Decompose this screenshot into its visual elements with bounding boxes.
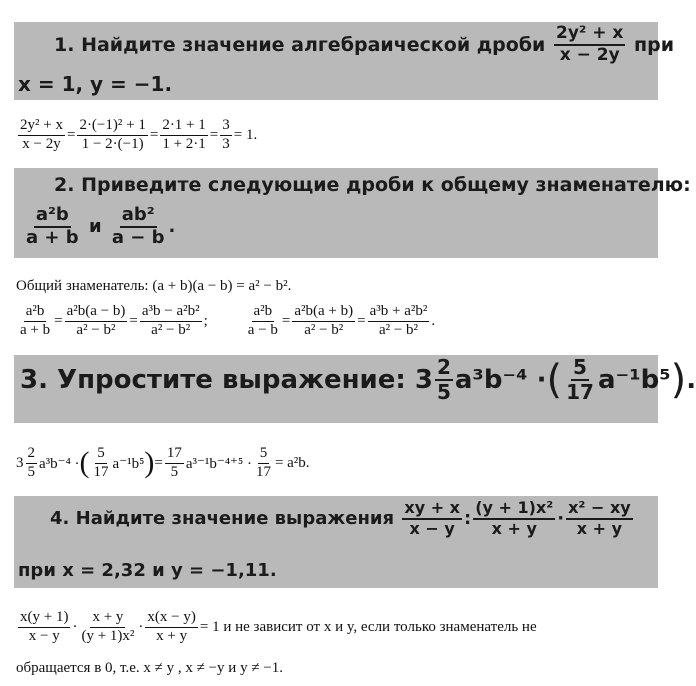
task3-mixed-frac xyxy=(435,357,453,403)
task4-f1-den: x − y xyxy=(409,518,455,538)
task2-text: Приведите следующие дроби к общему знаменателю: xyxy=(81,174,691,196)
sol3-rparen: ) xyxy=(144,446,155,480)
sol3-q-den: 5 xyxy=(170,463,179,480)
sol1-f1-num: 2y² + x xyxy=(18,118,65,136)
sol4-frac-1 xyxy=(18,610,70,645)
sol2-frac-c xyxy=(140,304,202,339)
task3-p-den: 17 xyxy=(566,380,594,404)
task2-end: . xyxy=(168,216,176,238)
sol2-c-den: a² − b² xyxy=(151,321,191,338)
sol2-end: . xyxy=(431,312,436,329)
sol2-frac-d xyxy=(246,304,280,339)
task4-band xyxy=(14,496,658,588)
sol3-lparen: ( xyxy=(79,446,90,480)
sol2-c-num: a³b − a²b² xyxy=(140,304,202,322)
task4-frac-3 xyxy=(566,500,633,538)
task2-frac-1 xyxy=(24,206,81,248)
task3-number: 3. xyxy=(20,365,48,395)
task4-f2-num: (y + 1)x² xyxy=(473,500,555,520)
sol1-result: = 1. xyxy=(233,126,258,143)
task4-frac-1 xyxy=(402,500,462,538)
solution2: $\frac{\text{a²b}}{a + b}$ = $\frac{\text{a²b(a − b)}}{\text{a² − b²}}$ = $\frac{\text{a³b − a²b²}}{\text{a² − b²}}$ ; $\frac{\text{a²b}}{a - b}$ = $\frac{\text{a²b(a + b)}}{\text{a² − b²}}$ = $\frac{\text{a³b + a²b²}}{\text{a² − b²}}$ . xyxy=(20,303,436,338)
sol2-f-num: a³b + a²b² xyxy=(368,304,430,322)
task2-frac-2 xyxy=(110,206,167,248)
sol2-frac-e xyxy=(292,304,355,339)
task1-number: 1. xyxy=(54,33,75,56)
sol2-b-num: a²b(a − b) xyxy=(65,304,128,322)
sol1-f2-den: 1 − 2·(−1) xyxy=(81,135,144,152)
task4-text: Найдите значение выражения xyxy=(75,508,395,530)
sol1-f4-num: 3 xyxy=(220,118,232,136)
task4-f3-num: x² − xy xyxy=(566,500,633,520)
task2-band xyxy=(14,168,691,258)
sol2-a-den: a + b xyxy=(20,321,51,338)
sol3-p-den: 17 xyxy=(93,463,109,480)
task3-p-rest: a⁻¹b⁵ xyxy=(597,365,671,395)
sol1-f3-den: 1 + 2·1 xyxy=(162,135,206,152)
sol3-m-num: 2 xyxy=(26,446,38,464)
sol1-f2-num: 2·(−1)² + 1 xyxy=(77,118,147,136)
task1-line2: x = 1, y = −1. xyxy=(18,72,173,96)
sol4-f3-num: x(x − y) xyxy=(145,610,197,628)
task2-f1-num: a²b xyxy=(34,206,71,228)
task2-f1-den: a + b xyxy=(26,226,79,248)
sol3-frac-r xyxy=(254,446,273,481)
task4-line2: при x = 2,32 и y = −1,11. xyxy=(18,560,277,581)
solution4: $\frac{x(y + 1)}{x - y}$ · $\frac{x + y}{\text{(y + 1)x²}}$ · $\frac{x(x - y)}{x + y}$ = 1 и не зависит от x и y, если только знаменатель не xyxy=(20,609,537,644)
sol4-frac-3 xyxy=(145,610,197,645)
sol2-line1: Общий знаменатель: (a + b)(a − b) = a² − b². xyxy=(16,278,292,294)
sol2-e-den: a² − b² xyxy=(304,321,344,338)
task4-header xyxy=(50,500,635,538)
solution3: 3 $\frac{2}{5}$ a³b⁻⁴ · ( $\frac{5}{17}$ a⁻¹b⁵ ) = $\frac{17}{5}$ a³⁻¹b⁻⁴⁺⁵ · $\frac{5}{17}$ = a²b. xyxy=(16,445,310,480)
sol2-d-den: a − b xyxy=(247,321,278,338)
sol3-q-rest: a³⁻¹b⁻⁴⁺⁵ · xyxy=(185,455,252,472)
sol1-frac-2 xyxy=(77,118,147,153)
task3-lparen: ( xyxy=(546,357,563,403)
task4-frac-2 xyxy=(473,500,555,538)
task2-f2-den: a − b xyxy=(111,226,165,248)
sol3-frac-q xyxy=(165,446,184,481)
task2-conj: и xyxy=(88,216,102,238)
sol3-p-num: 5 xyxy=(95,446,107,464)
sol3-r-num: 5 xyxy=(258,446,270,464)
sol1-frac-3 xyxy=(160,118,207,153)
task3-header xyxy=(20,357,696,403)
task3-rparen: ) xyxy=(670,357,687,403)
sol2-frac-a xyxy=(18,304,52,339)
task1-header xyxy=(54,25,674,65)
sol1-f4-den: 3 xyxy=(222,135,230,152)
task3-whole: 3 xyxy=(414,365,433,395)
sol4-f3-den: x + y xyxy=(156,627,188,644)
task4-op1: : xyxy=(464,508,472,530)
task4-f2-den: x + y xyxy=(491,518,537,538)
sol2-a-num: a²b xyxy=(24,304,47,322)
task4-f1-num: xy + x xyxy=(402,500,462,520)
sol2-sep: ; xyxy=(203,312,208,329)
sol4-text1: = 1 и не зависит от x и y, если только знаменатель не xyxy=(199,618,537,635)
task3-p-num: 5 xyxy=(573,355,587,379)
task2-f2-num: ab² xyxy=(120,206,157,228)
task1-suffix: при xyxy=(634,33,675,56)
sol4-f2-num: x + y xyxy=(90,610,125,628)
sol3-whole: 3 xyxy=(16,454,24,471)
task3-end: . xyxy=(686,365,696,395)
task3-paren-frac xyxy=(564,357,596,403)
sol1-f1-den: x − 2y xyxy=(22,135,61,152)
sol3-m-den: 5 xyxy=(27,463,35,480)
sol2-b-den: a² − b² xyxy=(76,321,116,338)
sol4-f1-den: x − y xyxy=(28,627,60,644)
task4-number: 4. xyxy=(50,508,70,530)
task3-m-num: 2 xyxy=(436,355,451,379)
sol3-mono: a³b⁻⁴ · xyxy=(39,455,80,472)
sol3-mixed-frac xyxy=(26,446,38,481)
task1-frac-den: x − 2y xyxy=(559,44,620,65)
task2-header xyxy=(54,174,691,196)
task2-number: 2. xyxy=(54,174,75,196)
sol3-paren-frac xyxy=(92,446,111,481)
sol2-frac-b xyxy=(65,304,128,339)
sol4-frac-2 xyxy=(79,610,136,645)
task3-text: Упростите выражение: xyxy=(57,365,406,395)
sol3-q-num: 17 xyxy=(165,446,184,464)
task1-band xyxy=(14,22,675,100)
sol2-frac-f xyxy=(368,304,430,339)
sol2-f-den: a² − b² xyxy=(378,321,419,338)
task3-band xyxy=(14,355,696,423)
sol3-p-rest: a⁻¹b⁵ xyxy=(112,455,145,472)
sol4-f1-num: x(y + 1) xyxy=(18,610,70,628)
task3-mono: a³b⁻⁴ · xyxy=(454,365,547,395)
task3-m-den: 5 xyxy=(436,380,451,404)
sol2-e-num: a²b(a + b) xyxy=(292,304,355,322)
sol1-f3-num: 2·1 + 1 xyxy=(160,118,207,136)
task1-frac-num: 2y² + x xyxy=(554,25,625,46)
task4-op2: · xyxy=(557,508,565,530)
task2-fractions xyxy=(22,206,175,248)
sol4-f2-den: (y + 1)x² xyxy=(81,627,135,644)
sol2-d-num: a²b xyxy=(252,304,275,322)
task1-fraction xyxy=(554,25,625,65)
solution1: $\frac{\text{2y² + x}}{x - 2y}$ = $\frac{\text{2·(−1)² + 1}}{1 - 2\cdot(-1)}$ = $\frac{2\cdot 1 + 1}{1 + 2\cdot 1}$ = $\frac{3}{3}$ = 1. xyxy=(20,117,258,152)
task4-f3-den: x + y xyxy=(576,518,623,538)
sol3-r-den: 17 xyxy=(255,463,271,480)
sol4-text2: обращается в 0, т.е. x ≠ y , x ≠ −y и y ≠ −1. xyxy=(16,660,284,676)
sol3-result: = a²b. xyxy=(274,454,310,471)
task1-text: Найдите значение алгебраической дроби xyxy=(81,33,546,56)
sol1-frac-4 xyxy=(220,118,232,153)
sol1-frac-1 xyxy=(18,118,65,153)
